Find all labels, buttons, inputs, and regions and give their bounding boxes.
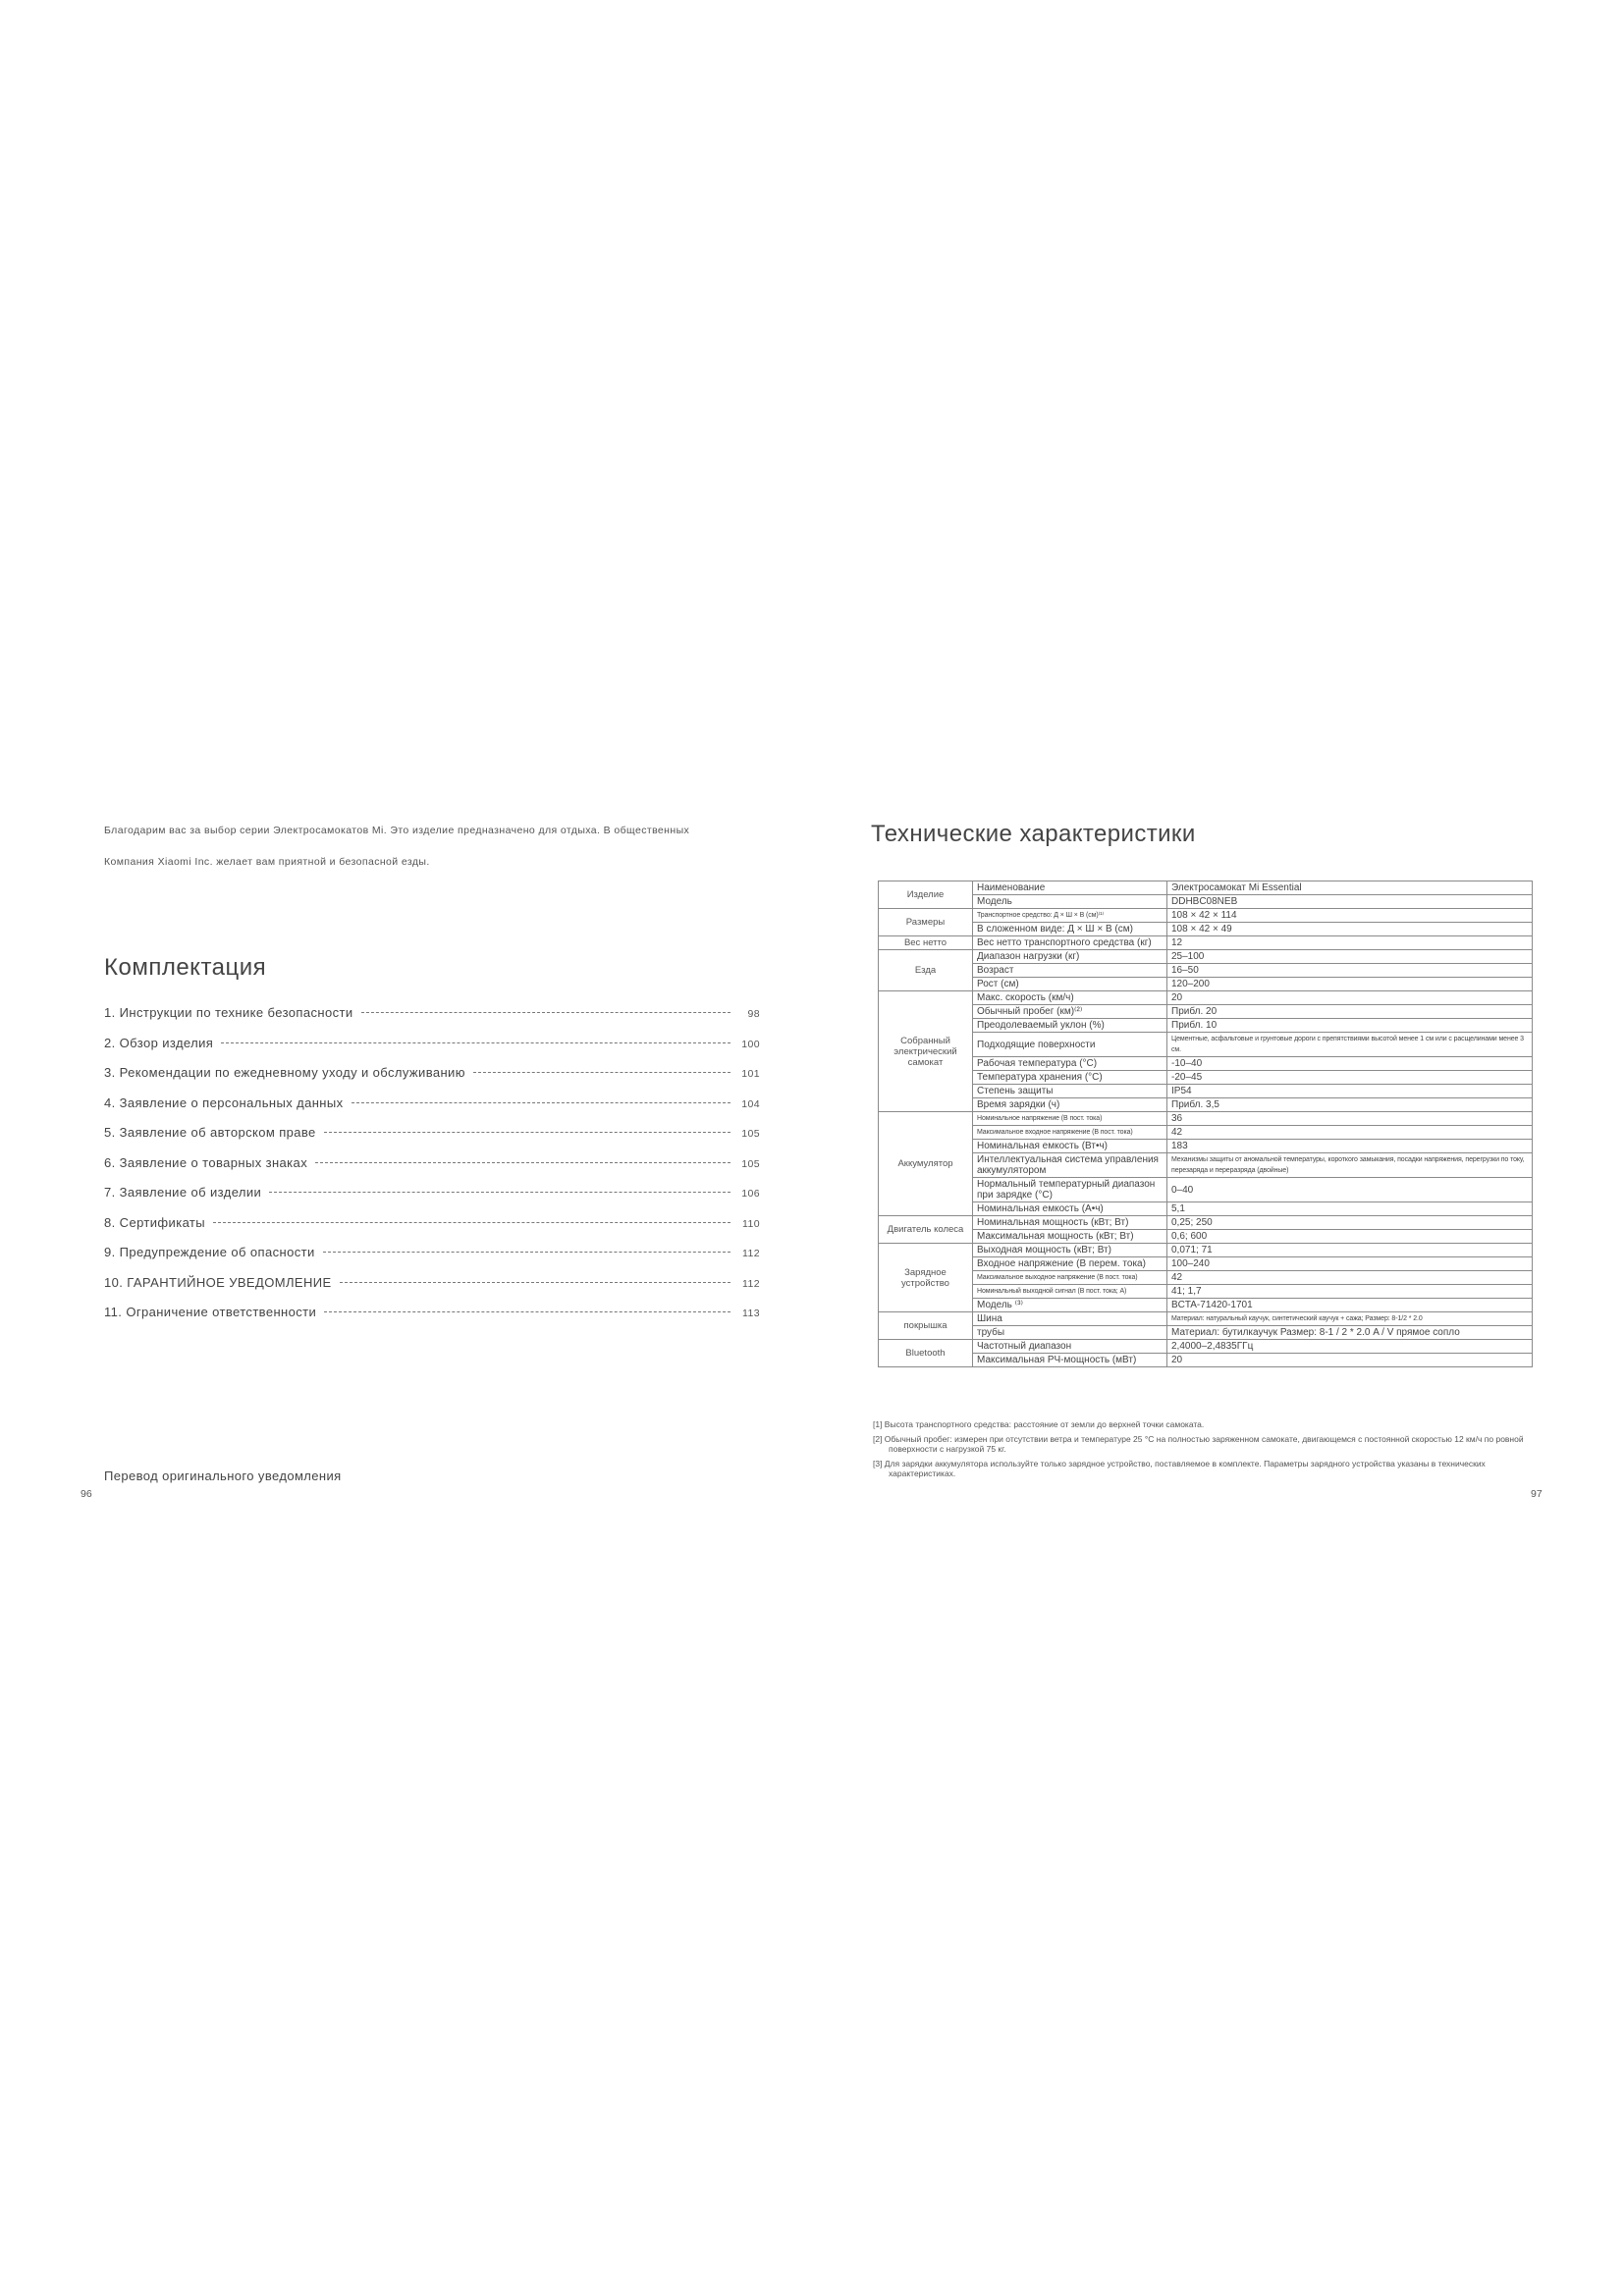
spec-value: 2,4000–2,4835ГГц — [1167, 1340, 1533, 1354]
table-row — [879, 1216, 1533, 1230]
spec-parameter: Максимальное выходное напряжение (В пост. тока) — [973, 1271, 1167, 1285]
toc-item-page: 112 — [742, 1277, 760, 1290]
toc-item-page: 105 — [741, 1157, 760, 1170]
spec-parameter: Обычный пробег (км)⁽²⁾ — [973, 1005, 1167, 1019]
spec-group-label: покрышка — [879, 1312, 973, 1340]
spec-group-label: Езда — [879, 950, 973, 991]
footnotes — [873, 1419, 1541, 1483]
toc-leader-dots — [361, 1012, 731, 1013]
spec-value: 12 — [1167, 936, 1533, 950]
table-row — [879, 1057, 1533, 1071]
toc-item-page: 106 — [741, 1188, 760, 1200]
table-row — [879, 950, 1533, 964]
toc-item-title: 1. Инструкции по технике безопасности — [104, 1005, 353, 1020]
table-row — [879, 1140, 1533, 1153]
table-row — [879, 1202, 1533, 1216]
spec-value: 100–240 — [1167, 1257, 1533, 1271]
spec-value: DDHBC08NEB — [1167, 895, 1533, 909]
spec-value: 120–200 — [1167, 978, 1533, 991]
spec-value: 20 — [1167, 1354, 1533, 1367]
toc-item[interactable] — [104, 1005, 760, 1036]
spec-parameter: Наименование — [973, 881, 1167, 895]
spec-value: 41; 1,7 — [1167, 1285, 1533, 1299]
right-page — [812, 0, 1624, 2296]
toc-item-title: 11. Ограничение ответственности — [104, 1305, 317, 1319]
toc-item-page: 104 — [741, 1097, 760, 1110]
toc-item[interactable] — [104, 1275, 760, 1306]
spec-parameter: Максимальная РЧ-мощность (мВт) — [973, 1354, 1167, 1367]
toc-leader-dots — [324, 1132, 731, 1133]
toc-item-page: 105 — [741, 1128, 760, 1140]
spec-value: 16–50 — [1167, 964, 1533, 978]
table-row — [879, 1257, 1533, 1271]
toc-item-title: 8. Сертификаты — [104, 1214, 206, 1230]
toc-item-title: 10. ГАРАНТИЙНОЕ УВЕДОМЛЕНИЕ — [104, 1274, 332, 1290]
toc-item-title: 3. Рекомендации по ежедневному уходу и обслуживанию — [104, 1065, 465, 1080]
spec-parameter: В сложенном виде: Д × Ш × В (см) — [973, 923, 1167, 936]
spec-parameter: Шина — [973, 1312, 1167, 1326]
toc-item[interactable] — [104, 1305, 760, 1335]
spec-value: 0,071; 71 — [1167, 1244, 1533, 1257]
table-row — [879, 1340, 1533, 1354]
toc-leader-dots — [324, 1311, 731, 1312]
table-row — [879, 1005, 1533, 1019]
spec-value: Прибл. 20 — [1167, 1005, 1533, 1019]
spec-value: Цементные, асфальтовые и грунтовые дороги с препятствиями высотой менее 1 см или с расщелинами менее 3 см. — [1167, 1033, 1533, 1057]
spec-value: 108 × 42 × 114 — [1167, 909, 1533, 923]
spec-value: 42 — [1167, 1271, 1533, 1285]
toc-leader-dots — [352, 1102, 731, 1103]
toc-leader-dots — [221, 1042, 731, 1043]
toc-item-page: 98 — [747, 1008, 760, 1020]
table-row — [879, 1299, 1533, 1312]
spec-value: IP54 — [1167, 1085, 1533, 1098]
toc-item-title: 2. Обзор изделия — [104, 1035, 214, 1050]
toc-item-title: 4. Заявление о персональных данных — [104, 1095, 344, 1110]
spec-value: BCTA-71420-1701 — [1167, 1299, 1533, 1312]
table-row — [879, 1153, 1533, 1178]
intro-text-line-2: Компания Xiaomi Inc. желает вам приятной и безопасной езды. — [104, 856, 430, 868]
footnote: [1] Высота транспортного средства: расстояние от земли до верхней точки самоката. — [873, 1419, 1205, 1429]
spec-parameter: Макс. скорость (км/ч) — [973, 991, 1167, 1005]
spec-group-label: Собранный электрический самокат — [879, 991, 973, 1112]
spec-value: 0,6; 600 — [1167, 1230, 1533, 1244]
toc-item-page: 113 — [742, 1308, 760, 1319]
spec-parameter: трубы — [973, 1326, 1167, 1340]
spec-parameter: Выходная мощность (кВт; Вт) — [973, 1244, 1167, 1257]
toc-leader-dots — [323, 1252, 731, 1253]
spec-parameter: Интеллектуальная система управления аккумулятором — [973, 1153, 1167, 1178]
table-row — [879, 991, 1533, 1005]
spec-value: 0–40 — [1167, 1178, 1533, 1202]
toc-item[interactable] — [104, 1245, 760, 1275]
spec-value: 20 — [1167, 991, 1533, 1005]
table-row — [879, 1112, 1533, 1126]
table-row — [879, 1230, 1533, 1244]
spec-value: 0,25; 250 — [1167, 1216, 1533, 1230]
toc-item[interactable] — [104, 1036, 760, 1066]
toc-item[interactable] — [104, 1155, 760, 1186]
spec-parameter: Возраст — [973, 964, 1167, 978]
spec-value: 36 — [1167, 1112, 1533, 1126]
spec-parameter: Рост (см) — [973, 978, 1167, 991]
spec-value: 183 — [1167, 1140, 1533, 1153]
spec-parameter: Температура хранения (°C) — [973, 1071, 1167, 1085]
intro-text-line-1: Благодарим вас за выбор серии Электросамокатов Mi. Это изделие предназначено для отдыха. В общественных — [104, 825, 690, 836]
spec-group-label: Вес нетто — [879, 936, 973, 950]
page-number-right: 97 — [1531, 1488, 1543, 1500]
table-row — [879, 1285, 1533, 1299]
table-of-contents — [104, 1005, 760, 1335]
spec-value: 5,1 — [1167, 1202, 1533, 1216]
spec-parameter: Подходящие поверхности — [973, 1033, 1167, 1057]
spec-parameter: Нормальный температурный диапазон при зарядке (°C) — [973, 1178, 1167, 1202]
translation-note: Перевод оригинального уведомления — [104, 1468, 342, 1483]
toc-item-page: 112 — [742, 1248, 760, 1259]
spec-parameter: Рабочая температура (°C) — [973, 1057, 1167, 1071]
spec-value: 108 × 42 × 49 — [1167, 923, 1533, 936]
spec-value: Материал: бутилкаучук Размер: 8-1 / 2 * 2.0 A / V прямое сопло — [1167, 1326, 1533, 1340]
toc-item-title: 5. Заявление об авторском праве — [104, 1125, 316, 1140]
toc-title: Комплектация — [104, 954, 267, 981]
spec-parameter: Номинальная емкость (Вт•ч) — [973, 1140, 1167, 1153]
table-row — [879, 1085, 1533, 1098]
table-row — [879, 895, 1533, 909]
table-row — [879, 1312, 1533, 1326]
table-row — [879, 923, 1533, 936]
spec-group-label: Размеры — [879, 909, 973, 936]
toc-leader-dots — [340, 1282, 731, 1283]
toc-leader-dots — [269, 1192, 731, 1193]
toc-item[interactable] — [104, 1095, 760, 1126]
spec-parameter: Вес нетто транспортного средства (кг) — [973, 936, 1167, 950]
table-row — [879, 1019, 1533, 1033]
spec-parameter: Модель ⁽³⁾ — [973, 1299, 1167, 1312]
footnote: [3] Для зарядки аккумулятора используйте только зарядное устройство, поставляемое в комплекте. Параметры зарядного устройства указаны в технических характеристиках. — [873, 1459, 1486, 1478]
toc-item-page: 110 — [742, 1217, 760, 1230]
spec-parameter: Входное напряжение (В перем. тока) — [973, 1257, 1167, 1271]
spec-parameter: Модель — [973, 895, 1167, 909]
toc-leader-dots — [473, 1072, 731, 1073]
footnote: [2] Обычный пробег: измерен при отсутствии ветра и температуре 25 °C на полностью заряженном самокате, двигающемся с постоянной скоростью 12 км/ч по ровной поверхности с нагрузкой 75 кг. — [873, 1434, 1524, 1454]
spec-parameter: Номинальная емкость (А•ч) — [973, 1202, 1167, 1216]
spec-parameter: Время зарядки (ч) — [973, 1098, 1167, 1112]
table-row — [879, 1178, 1533, 1202]
table-row — [879, 978, 1533, 991]
table-row — [879, 1354, 1533, 1367]
spec-parameter: Диапазон нагрузки (кг) — [973, 950, 1167, 964]
spec-parameter: Преодолеваемый уклон (%) — [973, 1019, 1167, 1033]
spec-group-label: Bluetooth — [879, 1340, 973, 1367]
toc-item-title: 9. Предупреждение об опасности — [104, 1245, 315, 1259]
spec-parameter: Частотный диапазон — [973, 1340, 1167, 1354]
table-row — [879, 1033, 1533, 1057]
spec-parameter: Максимальное входное напряжение (В пост. тока) — [973, 1126, 1167, 1140]
spec-value: Прибл. 10 — [1167, 1019, 1533, 1033]
spec-group-label: Зарядное устройство — [879, 1244, 973, 1312]
table-row — [879, 1326, 1533, 1340]
specs-title: Технические характеристики — [871, 821, 1196, 847]
toc-item[interactable] — [104, 1185, 760, 1215]
spec-group-label: Изделие — [879, 881, 973, 909]
toc-leader-dots — [213, 1222, 731, 1223]
spec-value: 42 — [1167, 1126, 1533, 1140]
spec-value: Прибл. 3,5 — [1167, 1098, 1533, 1112]
spec-parameter: Максимальная мощность (кВт; Вт) — [973, 1230, 1167, 1244]
toc-item-title: 7. Заявление об изделии — [104, 1185, 262, 1200]
specs-table — [878, 881, 1533, 1367]
toc-item-page: 100 — [741, 1038, 760, 1050]
spec-parameter: Транспортное средство: Д × Ш × В (см)⁽¹⁾ — [973, 909, 1167, 923]
spec-parameter: Степень защиты — [973, 1085, 1167, 1098]
spec-value: -10–40 — [1167, 1057, 1533, 1071]
spec-value: -20–45 — [1167, 1071, 1533, 1085]
page-number-left: 96 — [81, 1488, 92, 1500]
spec-group-label: Аккумулятор — [879, 1112, 973, 1216]
table-row — [879, 1271, 1533, 1285]
spec-value: Механизмы защиты от аномальной температуры, короткого замыкания, посадки напряжения, перегрузки по току, перезаряда и переразряда (двойные) — [1167, 1153, 1533, 1178]
spec-parameter: Номинальная мощность (кВт; Вт) — [973, 1216, 1167, 1230]
table-row — [879, 1071, 1533, 1085]
table-row — [879, 1126, 1533, 1140]
spec-value: 25–100 — [1167, 950, 1533, 964]
table-row — [879, 909, 1533, 923]
table-row — [879, 936, 1533, 950]
toc-item-page: 101 — [741, 1068, 760, 1080]
spec-value: Электросамокат Mi Essential — [1167, 881, 1533, 895]
spec-parameter: Номинальный выходной сигнал (В пост. тока; А) — [973, 1285, 1167, 1299]
spec-group-label: Двигатель колеса — [879, 1216, 973, 1244]
spec-value: Материал: натуральный каучук, синтетический каучук + сажа; Размер: 8-1/2 * 2.0 — [1167, 1312, 1533, 1326]
table-row — [879, 1244, 1533, 1257]
table-row — [879, 964, 1533, 978]
toc-leader-dots — [315, 1162, 731, 1163]
table-row — [879, 1098, 1533, 1112]
toc-item[interactable] — [104, 1215, 760, 1246]
table-row — [879, 881, 1533, 895]
toc-item[interactable] — [104, 1065, 760, 1095]
toc-item[interactable] — [104, 1125, 760, 1155]
spec-parameter: Номинальное напряжение (В пост. тока) — [973, 1112, 1167, 1126]
toc-item-title: 6. Заявление о товарных знаках — [104, 1154, 308, 1170]
